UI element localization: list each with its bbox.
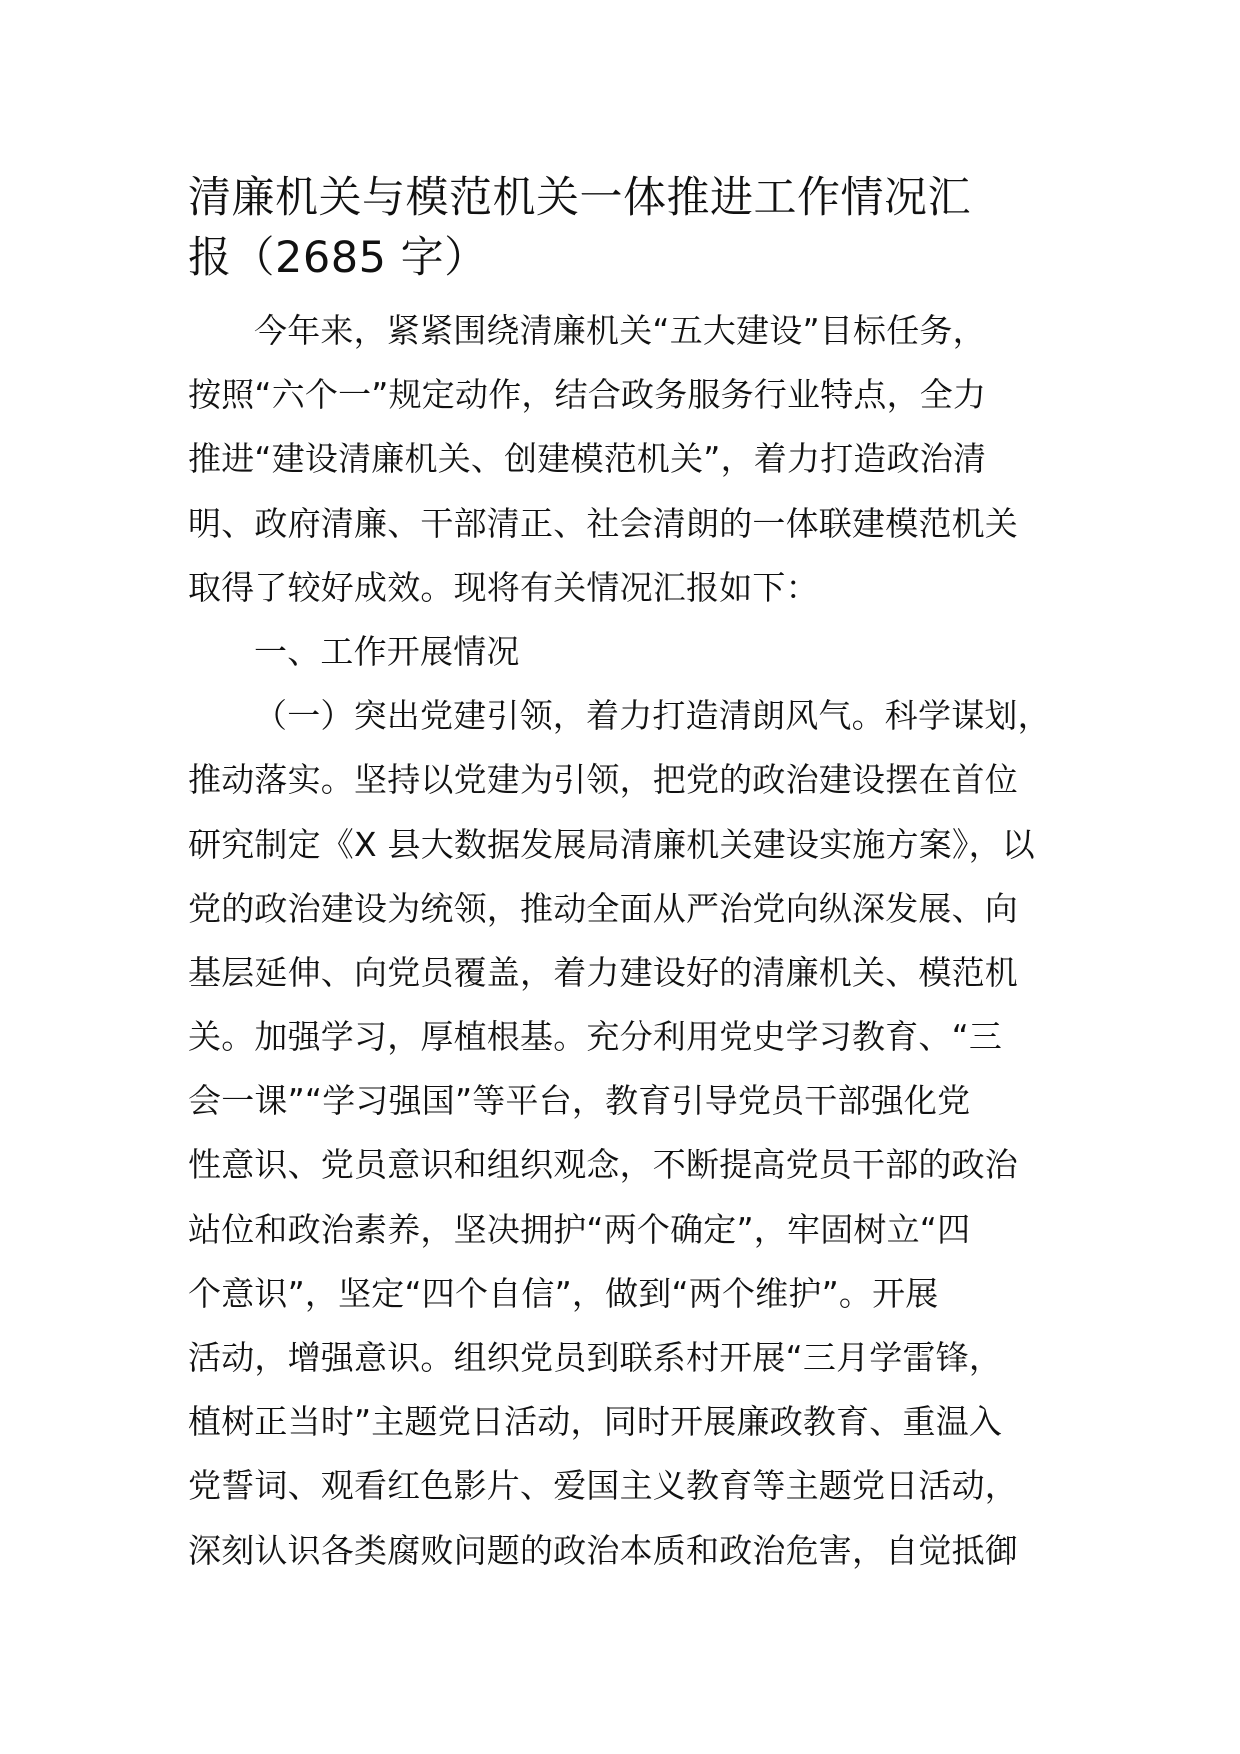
subsection-line: 站位和政治素养，坚决拥护“两个确定”，牢固树立“四 [188, 1209, 971, 1249]
paragraph-intro-line: 按照“六个一”规定动作，结合政务服务行业特点，全力 [188, 375, 987, 415]
section-heading: 一、工作开展情况 [254, 631, 520, 671]
subsection-line: 党誓词、观看红色影片、爱国主义教育等主题党日活动， [188, 1466, 1018, 1506]
subsection-line: 个意识”，坚定“四个自信”，做到“两个维护”。开展 [188, 1273, 939, 1313]
document-title [188, 168, 1068, 288]
subsection-line: 党的政治建设为统领，推动全面从严治党向纵深发展、向 [188, 888, 1018, 928]
paragraph-intro-line: 今年来，紧紧围绕清廉机关“五大建设”目标任务， [254, 311, 986, 350]
subsection-line: 关。加强学习，厚植根基。充分利用党史学习教育、“三 [188, 1017, 1003, 1057]
subsection-line: 推动落实。坚持以党建为引领，把党的政治建设摆在首位 [188, 760, 1018, 800]
title-line-1: 清廉机关与模范机关一体推进工作情况汇 [188, 173, 971, 223]
subsection-line: 活动，增强意识。组织党员到联系村开展“三月学雷锋， [188, 1338, 1003, 1377]
subsection-line: 研究制定《X 县大数据发展局清廉机关建设实施方案》，以 [188, 824, 1035, 864]
document-body [188, 299, 1058, 1583]
subsection-line: 植树正当时”主题党日活动，同时开展廉政教育、重温入 [188, 1402, 1003, 1442]
paragraph-intro-line: 取得了较好成效。现将有关情况汇报如下： [188, 567, 819, 607]
paragraph-intro-line: 明、政府清廉、干部清正、社会清朗的一体联建模范机关 [188, 503, 1018, 543]
subsection-line: （一）突出党建引领，着力打造清朗风气。科学谋划， [254, 696, 1051, 736]
subsection-line: 基层延伸、向党员覆盖，着力建设好的清廉机关、模范机 [188, 952, 1018, 992]
subsection-line: 性意识、党员意识和组织观念，不断提高党员干部的政治 [188, 1145, 1018, 1185]
title-line-2: 报（2685 字） [188, 233, 488, 283]
subsection-line: 会一课”“学习强国”等平台，教育引导党员干部强化党 [188, 1081, 971, 1121]
paragraph-intro-line: 推进“建设清廉机关、创建模范机关”，着力打造政治清 [188, 439, 987, 479]
subsection-line: 深刻认识各类腐败问题的政治本质和政治危害，自觉抵御 [188, 1530, 1018, 1570]
